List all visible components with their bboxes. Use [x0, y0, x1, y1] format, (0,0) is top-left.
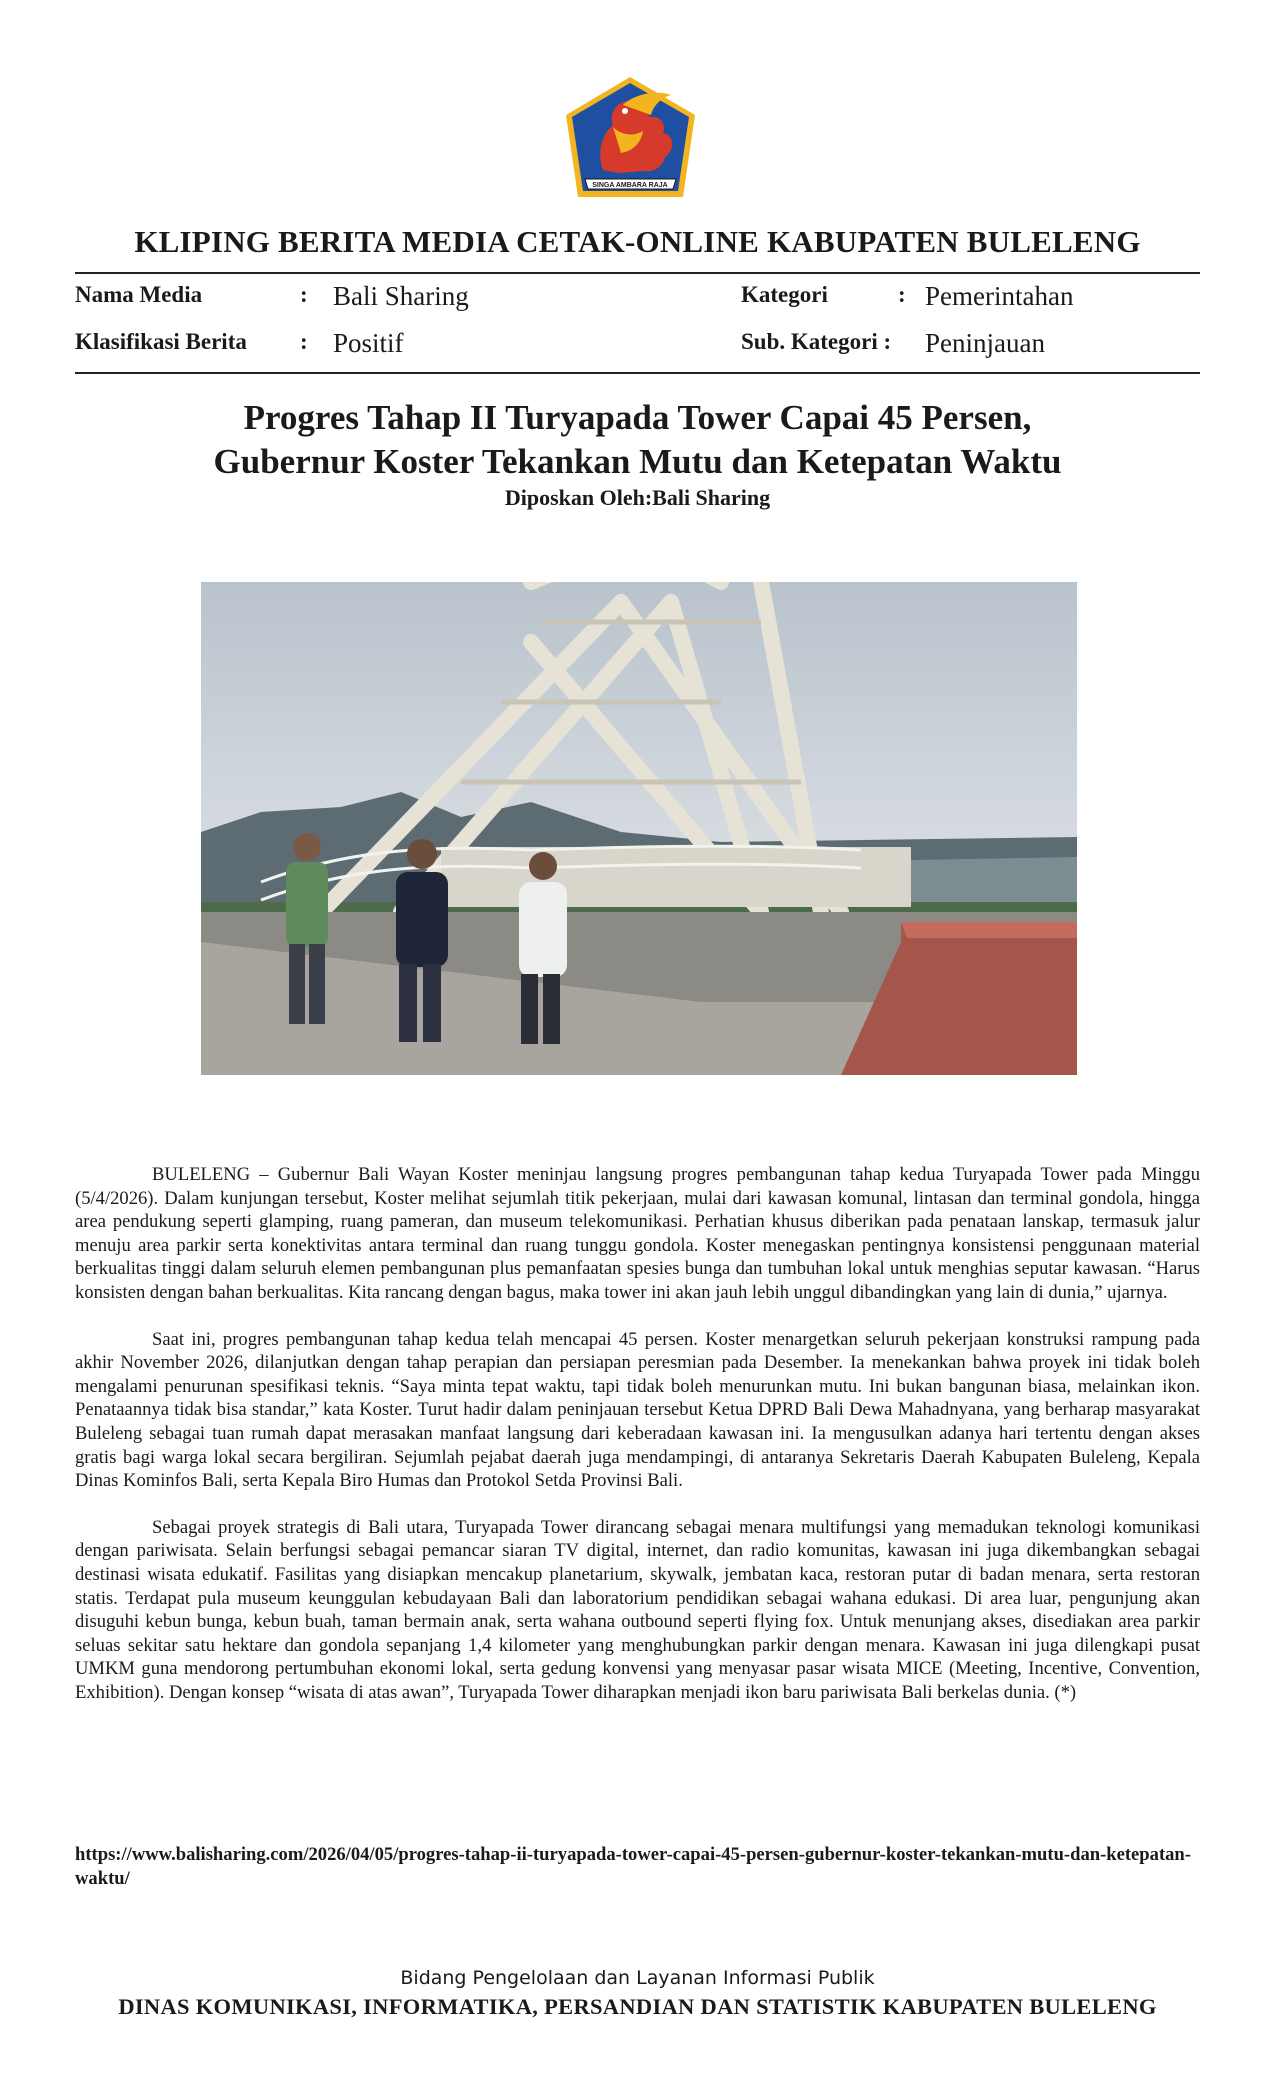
article-body [75, 1163, 1200, 1727]
article-byline: Diposkan Oleh:Bali Sharing [504, 485, 771, 510]
media-label: Nama Media [75, 282, 203, 307]
media-colon: : [300, 282, 308, 307]
header-divider [75, 272, 1200, 274]
source-url-link[interactable]: https://www.balisharing.com/2026/04/05/progres-tahap-ii-turyapada-tower-capai-45-persen-gubernur-koster-tekankan-mutu-dan-ketepatan-waktu/ [75, 1844, 1191, 1889]
headline-line-1: Progres Tahap II Turyapada Tower Capai 45 Persen, [243, 398, 1032, 437]
subcategory-label: Sub. Kategori : [741, 329, 892, 354]
footer-title: DINAS KOMUNIKASI, INFORMATIKA, PERSANDIAN DAN STATISTIK KABUPATEN BULELENG [118, 1994, 1157, 2019]
article-headline [0, 396, 1275, 484]
article-paragraph-2: Saat ini, progres pembangunan tahap kedua telah mencapai 45 persen. Koster menargetkan seluruh pekerjaan konstruksi rampung pada akhir November 2026, dilanjutkan dengan tahap perapian dan persiapan peresmian pada Desember. Ia menekankan bahwa proyek ini tidak boleh mengalami penurunan spesifikasi teknis. “Saya minta tepat waktu, tapi tidak boleh menurunkan mutu. Ini bukan bangunan biasa, melainkan ikon. Penataannya tidak bisa standar,” kata Koster. Turut hadir dalam peninjauan tersebut Ketua DPRD Bali Dewa Mahadnyana, yang berharap masyarakat Buleleng sebagai tuan rumah dapat merasakan manfaat langsung dari keberadaan kawasan ini. Ia mengusulkan adanya hari tertentu dengan akses gratis bagi warga lokal secara bergiliran. Sejumlah pejabat daerah juga mendampingi, di antaranya Sekretaris Daerah Kabupaten Buleleng, Kepala Dinas Kominfos Bali, serta Kepala Biro Humas dan Protokol Setda Provinsi Bali. [75, 1328, 1200, 1492]
meta-divider [75, 372, 1200, 374]
category-colon: : [898, 282, 906, 307]
article-paragraph-1: BULELENG – Gubernur Bali Wayan Koster meninjau langsung progres pembangunan tahap kedua Turyapada Tower pada Minggu (5/4/2026). Dalam kunjungan tersebut, Koster melihat sejumlah titik pekerjaan, mulai dari kawasan komunal, lintasan dan terminal gondola, hingga area pendukung seperti glamping, ruang pameran, dan museum telekomunikasi. Perhatian khusus diberikan pada penataan lanskap, termasuk jalur menuju area parkir serta konektivitas antara terminal dan ruang tunggu gondola. Koster menegaskan pentingnya konsistensi penggunaan material berkualitas tinggi dalam seluruh elemen pembangunan plus pemanfaatan spesies bunga dan tumbuhan lokal untuk menghias seputar kawasan. “Harus konsisten dengan bahan berkualitas. Kita rancang dengan bagus, maka tower ini akan jauh lebih unggul dibandingkan yang lain di dunia,” ujarnya. [75, 1164, 1200, 1303]
logo-motto: SINGA AMBARA RAJA [592, 182, 668, 189]
footer-subtitle: Bidang Pengelolaan dan Layanan Informasi Publik [400, 1967, 875, 1989]
subcategory-value: Peninjauan [925, 328, 1045, 358]
classification-value: Positif [333, 328, 404, 358]
media-value: Bali Sharing [333, 281, 469, 311]
headline-line-2: Gubernur Koster Tekankan Mutu dan Ketepatan Waktu [213, 442, 1062, 481]
category-value: Pemerintahan [925, 281, 1074, 311]
turyapada-tower-visit-photo [201, 582, 1077, 1075]
classification-colon: : [300, 329, 308, 354]
category-label: Kategori [741, 282, 828, 307]
page-title: KLIPING BERITA MEDIA CETAK-ONLINE KABUPATEN BULELENG [134, 224, 1141, 259]
classification-label: Klasifikasi Berita [75, 329, 247, 354]
article-paragraph-3: Sebagai proyek strategis di Bali utara, Turyapada Tower dirancang sebagai menara multifungsi yang memadukan teknologi komunikasi dengan pariwisata. Selain berfungsi sebagai pemancar siaran TV digital, internet, dan radio komunitas, kawasan ini juga dikembangkan sebagai destinasi wisata edukatif. Fasilitas yang disiapkan mencakup planetarium, skywalk, jembatan kaca, restoran putar di badan menara, serta restoran statis. Terdapat pula museum keunggulan kebudayaan Bali dan laboratorium pendidikan sebagai wahana edukasi. Di area luar, pengunjung akan disuguhi kebun bunga, kebun buah, taman bermain anak, serta wahana outbound seperti flying fox. Untuk menunjang akses, disediakan area parkir seluas sekitar satu hektare dan gondola sepanjang 1,4 kilometer yang menghubungkan parkir dengan menara. Kawasan ini juga dilengkapi pusat UMKM guna mendorong pertumbuhan ekonomi lokal, serta gedung konvensi yang menyasar pasar wisata MICE (Meeting, Incentive, Convention, Exhibition). Dengan konsep “wisata di atas awan”, Turyapada Tower diharapkan menjadi ikon baru pariwisata Bali berkelas dunia. (*) [75, 1516, 1200, 1703]
buleleng-regency-emblem-icon [563, 75, 698, 203]
